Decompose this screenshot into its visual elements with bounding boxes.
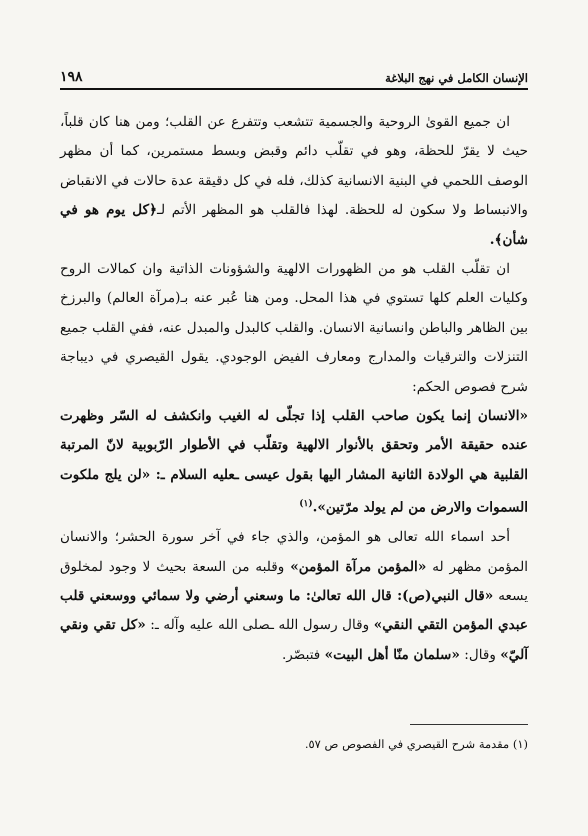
- paragraph-1: [60, 108, 528, 255]
- page-body: [60, 108, 528, 670]
- page-number: ١٩٨: [60, 69, 83, 85]
- footnote-marker: (١): [299, 499, 313, 510]
- paragraph-3-part-i: فتبصّر.: [281, 646, 325, 663]
- hadith-quote-1: «المؤمن مرآة المؤمن»: [290, 558, 427, 575]
- paragraph-3-part-c: وقلبه من السعة بحيث لا وجود لمخلوق يسعه: [60, 558, 528, 605]
- paragraph-3: [60, 523, 528, 670]
- footnote: (١) مقدمة شرح القيصري في الفصوص ص ٥٧.: [304, 737, 528, 751]
- running-title: الإنسان الكامل في نهج البلاغة: [385, 71, 528, 85]
- block-quote-text: «الانسان إنما يكون صاحب القلب إذا تجلّى له الغيب وانكشف له السّر وظهرت عنده حقيقة الأمر وتحقق بالأنوار الالهية وتقلّب في الأطوار الرّبوبية لانّ المرتبة القلبية هي الولادة الثانية المشار اليها بقول عيسى ـعليه السلام ـ: «لن يلج ملكوت السموات والارض من لم يولد مرّتين».: [60, 408, 528, 516]
- page-header: [60, 62, 528, 90]
- hadith-quote-2: «قال النبي(ص): قال الله تعالىٰ: ما وسعني أرضي ولا سمائي ووسعني قلب عبدي المؤمن التقي النقي»: [60, 588, 528, 634]
- footnote-divider: [410, 724, 528, 725]
- paragraph-3-part-g: وقال:: [459, 646, 501, 663]
- paragraph-3-part-e: وقال رسول الله ـصلى الله عليه وآله ـ:: [145, 617, 374, 634]
- hadith-quote-4: «سلمان منّا أهل البيت»: [324, 646, 460, 663]
- hadith-quote-3: «كل تقي ونقي آليّ»: [60, 617, 528, 663]
- block-quote: [60, 402, 528, 523]
- paragraph-1-text: ان جميع القوىٰ الروحية والجسمية تتشعب وتتفرع عن القلب؛ ومن هنا كان قلباً، حيث لا يقرّ للحظة، وهو في تقلّب دائم وقبض وبسط مستمرين، كما أن مظهر الوصف اللحمي في البنية الانسانية كذلك، فله في كل دقيقة عدة حالات في الانقباض والانبساط ولا سكون له للحظة. لهذا فالقلب هو المظهر الأتم لـ: [60, 114, 528, 219]
- paragraph-2: ان تقلّب القلب هو من الظهورات الالهية والشؤونات الذاتية وان كمالات الروح وكليات العلم كلها تستوي في هذا المحل. ومن هنا عُبر عنه بـ(مرآة العالم) والبرزخ بين الظاهر والباطن وانسانية الانسان. والقلب كالبدل والمبدل عنه، ففي القلب جميع التنزلات والترقيات والمدارج ومعارف الفيض الوجودي. يقول القيصري في ديباجة شرح فصوص الحكم:: [60, 261, 528, 395]
- quran-quote: ﴿كل يوم هو في شأن﴾.: [60, 202, 528, 248]
- paragraph-3-part-a: أحد اسماء الله تعالى هو المؤمن، والذي جاء في آخر سورة الحشر؛ والانسان المؤمن مظهر له: [60, 529, 528, 575]
